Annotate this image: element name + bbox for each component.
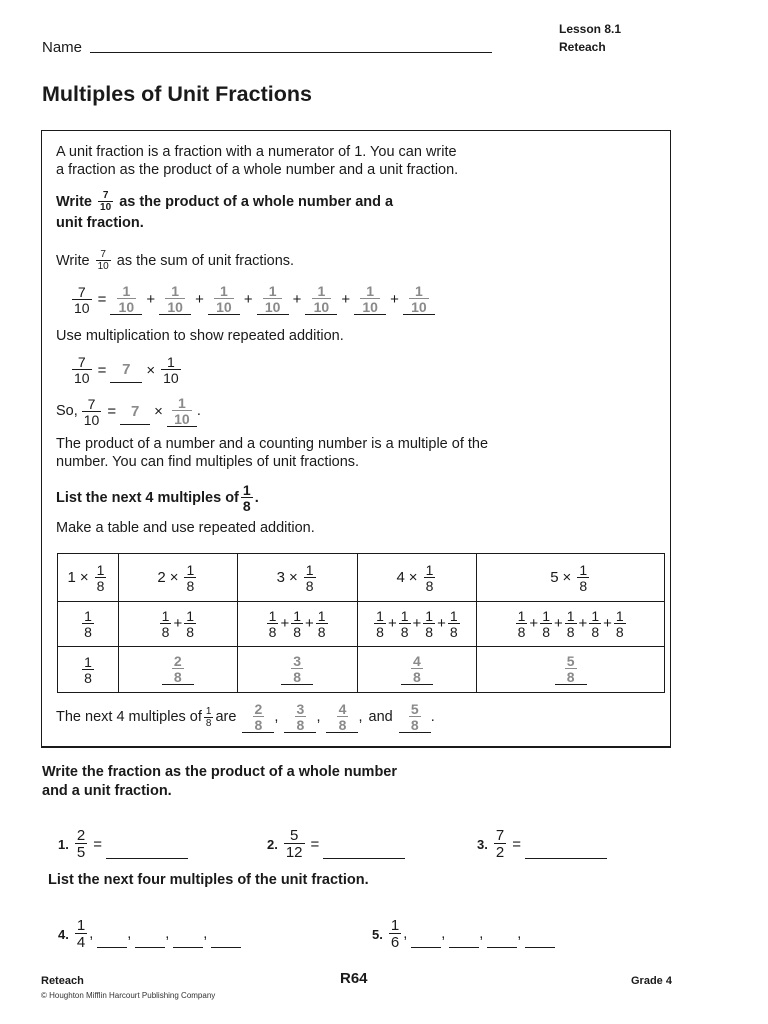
practice-instruction-1b: and a unit fraction. — [42, 783, 172, 799]
problem-label: 4. — [58, 926, 69, 942]
product-line-2: number. You can find multiples of unit fractions. — [56, 454, 360, 470]
table-cell: $\frac{1}{8}$ + $\frac{1}{8}$ + $\frac{1}{8}$ — [237, 602, 357, 647]
list-prefix: List the next 4 multiples of — [56, 489, 239, 506]
answer-blank: $\frac{1}{10}$ — [110, 284, 142, 315]
equals-sign: = — [107, 403, 117, 420]
equals-sign: = — [310, 835, 320, 853]
problem-2 — [267, 828, 405, 860]
answer-field[interactable] — [135, 920, 165, 948]
answer-blank: $\frac{5}{8}$ — [399, 702, 431, 733]
times-sign: × — [154, 403, 163, 420]
lesson-type: Reteach — [559, 40, 606, 54]
problem-label: 1. — [58, 836, 69, 852]
plus-sign: + — [195, 291, 204, 308]
example1-prefix: Write — [56, 193, 92, 210]
answer-field[interactable] — [487, 920, 517, 948]
next-multiples-line: The next 4 multiples of $\frac{1}{8}$ are $\frac{2}{8}$ , $\frac{3}{8}$ , $\frac{4}{8}$ , and $\frac{5}{8}$ . — [56, 701, 435, 733]
intro-line-2: a fraction as the product of a whole number and a unit fraction. — [56, 162, 459, 178]
answer-blank: 7 — [110, 357, 142, 383]
problem-fraction: $\frac{1}{4}$ — [76, 917, 86, 951]
multiplication-instruction: Use multiplication to show repeated addition. — [56, 328, 344, 344]
practice-instruction-2: List the next four multiples of the unit fraction. — [48, 872, 369, 888]
footer-left: Reteach — [41, 975, 84, 987]
answer-blank: $\frac{1}{10}$ — [208, 284, 240, 315]
equals-sign: = — [93, 835, 102, 853]
period: . — [254, 489, 259, 506]
plus-sign: + — [390, 291, 399, 308]
answer-blank: $\frac{1}{10}$ — [257, 284, 289, 315]
table-cell: $\frac{2}{8}$ — [118, 647, 237, 693]
table-cell: $\frac{1}{8}$ + $\frac{1}{8}$ + $\frac{1}{8}$ + $\frac{1}{8}$ + $\frac{1}{8}$ — [477, 602, 665, 647]
period: . — [196, 403, 201, 419]
example2-heading — [56, 483, 259, 513]
table-row-sums — [58, 602, 665, 647]
answer-field[interactable] — [323, 829, 405, 859]
answer-blank: $\frac{1}{10}$ — [159, 284, 191, 315]
answer-field[interactable] — [411, 920, 441, 948]
practice-instruction-1: Write the fraction as the product of a whole number — [42, 764, 398, 780]
equals-sign: = — [97, 291, 107, 308]
fraction-7-10: $\frac{7}{10}$ — [83, 395, 100, 428]
answer-blank: $\frac{2}{8}$ — [242, 702, 274, 733]
and-word: and — [368, 709, 393, 725]
fraction-1-8: $\frac{1}{8}$ — [205, 705, 212, 729]
problem-3 — [477, 828, 607, 860]
table-cell: 3 × $\frac{1}{8}$ — [237, 554, 357, 602]
table-cell: $\frac{3}{8}$ — [237, 647, 357, 693]
product-line-1: The product of a number and a counting number is a multiple of the — [56, 436, 489, 452]
answer-field[interactable] — [525, 829, 607, 859]
table-cell: $\frac{4}{8}$ — [357, 647, 477, 693]
plus-sign: + — [146, 291, 156, 308]
table-cell: 1 × $\frac{1}{8}$ — [58, 554, 119, 602]
problem-fraction: $\frac{2}{5}$ — [76, 827, 86, 861]
plus-sign: + — [341, 291, 351, 308]
fraction-1-8: $\frac{1}{8}$ — [242, 482, 251, 514]
answer-blank: 7 — [120, 399, 150, 425]
multiplication-equation — [70, 355, 183, 385]
table-cell: 4 × $\frac{1}{8}$ — [357, 554, 477, 602]
are-word: are — [215, 709, 237, 725]
answer-blank: $\frac{3}{8}$ — [284, 702, 316, 733]
table-cell: 5 × $\frac{1}{8}$ — [477, 554, 665, 602]
next-prefix: The next 4 multiples of — [56, 709, 202, 725]
table-cell: $\frac{1}{8}$ + $\frac{1}{8}$ — [118, 602, 237, 647]
example1-line-2: unit fraction. — [56, 215, 144, 231]
problem-label: 5. — [372, 926, 383, 942]
footer-right: Grade 4 — [631, 975, 672, 987]
problem-fraction: $\frac{7}{2}$ — [495, 827, 505, 861]
table-cell: $\frac{5}{8}$ — [477, 647, 665, 693]
problem-label: 3. — [477, 836, 488, 852]
page-title: Multiples of Unit Fractions — [42, 82, 312, 106]
fraction-7-10: $\frac{7}{10}$ — [97, 249, 109, 272]
page-number: R64 — [340, 970, 368, 987]
answer-blank: $\frac{1}{10}$ — [403, 284, 435, 315]
fraction-7-10: $\frac{7}{10}$ — [100, 190, 112, 213]
table-cell: $\frac{1}{8}$ — [58, 602, 119, 647]
answer-field[interactable] — [211, 920, 241, 948]
intro-line-1: A unit fraction is a fraction with a numerator of 1. You can write — [56, 144, 457, 160]
problem-4: 4. $\frac{1}{4}$ , , , , — [58, 918, 241, 950]
answer-blank: $\frac{4}{8}$ — [326, 702, 358, 733]
table-cell: 2 × $\frac{1}{8}$ — [118, 554, 237, 602]
example1-heading — [56, 191, 393, 213]
multiples-table — [57, 553, 665, 693]
fraction-7-10: $\frac{7}{10}$ — [74, 354, 90, 386]
problem-1 — [58, 828, 188, 860]
problem-5: 5. $\frac{1}{6}$ , , , , — [372, 918, 555, 950]
answer-field[interactable] — [525, 920, 555, 948]
fraction-7-10: $\frac{7}{10}$ — [74, 283, 90, 316]
fraction-1-10: $\frac{1}{10}$ — [163, 354, 179, 386]
copyright: © Houghton Mifflin Harcourt Publishing Company — [41, 991, 216, 1000]
answer-blank: $\frac{1}{10}$ — [305, 284, 337, 315]
problem-fraction: $\frac{5}{12}$ — [285, 827, 303, 861]
answer-field[interactable] — [173, 920, 203, 948]
equals-sign: = — [97, 361, 107, 379]
times-sign: × — [146, 361, 156, 379]
sum-suffix: as the sum of unit fractions. — [116, 252, 295, 269]
conclusion-equation — [56, 396, 201, 427]
answer-field[interactable] — [449, 920, 479, 948]
sum-instruction — [56, 250, 294, 272]
name-label: Name — [42, 39, 83, 56]
plus-sign: + — [292, 291, 302, 308]
example1-suffix: as the product of a whole number and a — [119, 193, 394, 210]
equals-sign: = — [512, 835, 521, 853]
answer-blank: $\frac{1}{10}$ — [354, 284, 386, 315]
plus-sign: + — [243, 291, 253, 308]
table-cell: $\frac{1}{8}$ + $\frac{1}{8}$ + $\frac{1}{8}$ + $\frac{1}{8}$ — [357, 602, 477, 647]
name-field-line[interactable] — [90, 52, 492, 53]
sum-equation — [70, 284, 435, 315]
table-instruction: Make a table and use repeated addition. — [56, 520, 315, 536]
answer-field[interactable] — [97, 920, 127, 948]
table-row-results — [58, 647, 665, 693]
table-row-products — [58, 554, 665, 602]
table-cell: $\frac{1}{8}$ — [58, 647, 119, 693]
problem-label: 2. — [267, 836, 278, 852]
lesson-number: Lesson 8.1 — [559, 22, 622, 36]
answer-field[interactable] — [106, 829, 188, 859]
problem-fraction: $\frac{1}{6}$ — [390, 917, 400, 951]
sum-prefix: Write — [56, 252, 90, 269]
answer-blank: $\frac{1}{10}$ — [167, 396, 197, 427]
so-label: So, — [56, 403, 78, 419]
